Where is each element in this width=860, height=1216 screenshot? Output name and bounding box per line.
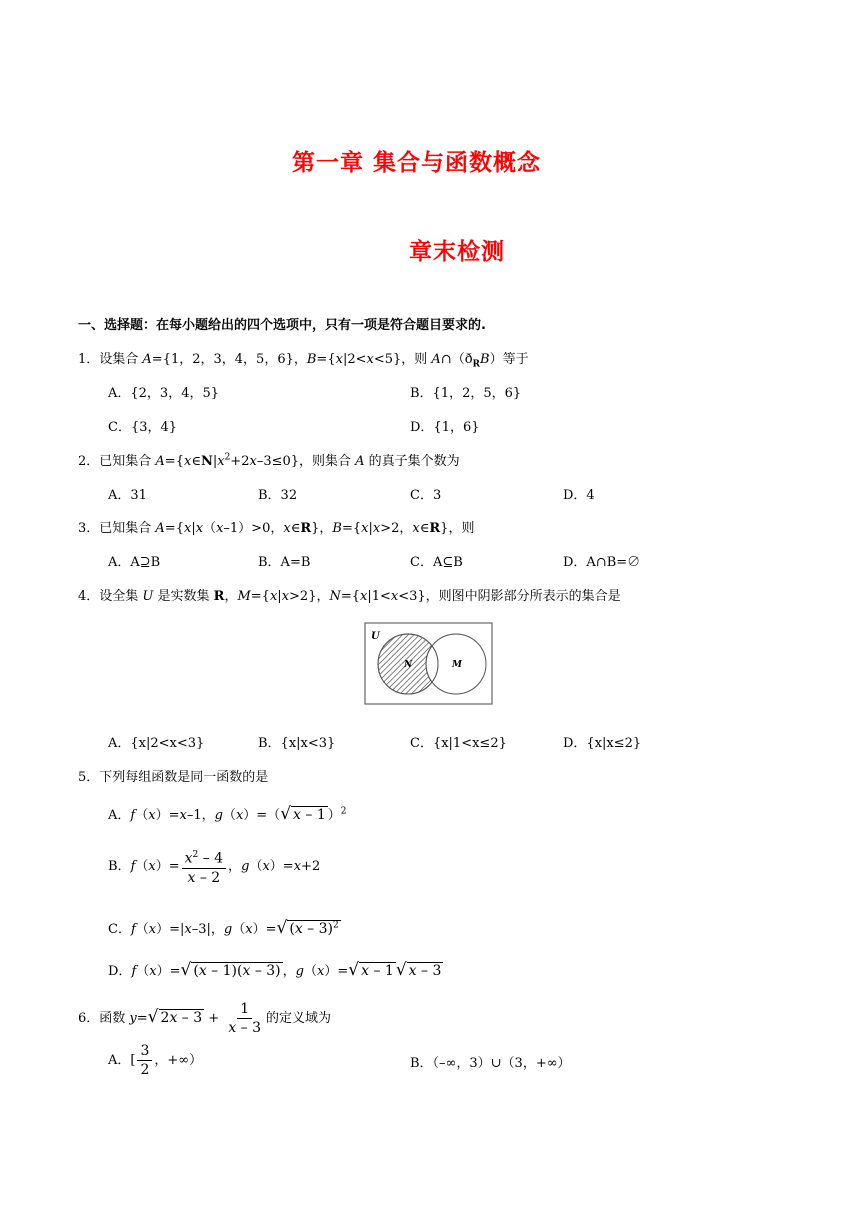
q5-option-b[interactable]: B．f（x）= $\frac{x^2 - 4}{x - 2}$ ，g（x）=x+2	[108, 846, 320, 887]
question-5-stem: 5．下列每组函数是同一函数的是	[78, 770, 269, 785]
q5-option-d[interactable]: D．f（x）=√ (x – 1)(x – 3) ，g（x）=√ x – 1 √ x – 3	[108, 960, 442, 980]
q2-option-c[interactable]: C．3	[410, 488, 442, 503]
q1-option-c[interactable]: C．{3，4}	[108, 420, 178, 435]
question-1-stem: 1．设集合 A={1，2，3，4，5，6}，B={x|2<x<5}，则 $A\cap(ð_RB)$等于	[78, 352, 529, 370]
question-2-stem: 2．已知集合 $A=\{x\in N|x^2+2x-3\le 0\}$，则集合 A 的真子集个数为	[78, 452, 460, 469]
q1-option-d[interactable]: D．{1，6}	[410, 420, 480, 435]
q3-option-b[interactable]: B．A=B	[258, 555, 311, 570]
q1-option-a[interactable]: A．{2，3，4，5}	[108, 386, 220, 401]
venn-label-u: U	[371, 631, 380, 642]
q4-option-b[interactable]: B．{x|x<3}	[258, 736, 336, 751]
question-6-stem: 6．函数 y=√ 2x – 3 + $\frac{1}{x - 3}$ 的定义域为	[78, 1001, 332, 1036]
chapter-title: 第一章 集合与函数概念	[292, 150, 542, 176]
q4-option-d[interactable]: D．{x|x≤2}	[563, 736, 642, 751]
q2-option-a[interactable]: A．31	[108, 488, 147, 503]
question-3-stem: 3．已知集合 A={x|x（x–1）>0，x∈R}，B={x|x>2，x∈R}，则	[78, 521, 475, 536]
venn-label-n: N	[404, 660, 413, 670]
q4-option-c[interactable]: C．{x|1<x≤2}	[410, 736, 507, 751]
question-4-stem: 4．设全集 U 是实数集 R，M={x|x>2}，N={x|1<x<3}，则图中阴影部分所表示的集合是	[78, 589, 621, 604]
venn-diagram	[364, 622, 494, 706]
q6-option-a[interactable]: A．[ $\frac{3}{2}$ ，+∞）	[108, 1043, 203, 1078]
q2-option-d[interactable]: D．4	[563, 488, 595, 503]
subtitle: 章末检测	[409, 239, 505, 265]
q1-option-b[interactable]: B．{1，2，5，6}	[410, 386, 522, 401]
venn-label-m: M	[452, 660, 462, 670]
q5-option-c[interactable]: C．f（x）=|x–3|，g（x）=√ (x – 3)$^2$	[108, 918, 339, 938]
q2-option-b[interactable]: B．32	[258, 488, 298, 503]
q3-option-c[interactable]: C．A⊆B	[410, 555, 463, 570]
section-heading: 一、选择题：在每小题给出的四个选项中，只有一项是符合题目要求的.	[78, 318, 486, 333]
q5-option-a[interactable]: A．f（x）=x–1，g（x）=（√ x – 1 ）$^2$	[108, 804, 347, 824]
q3-option-d[interactable]: D．A∩B=∅	[563, 555, 641, 570]
q6-option-b[interactable]: B．（–∞，3）∪（3，+∞）	[410, 1056, 571, 1071]
q3-option-a[interactable]: A．A⊇B	[108, 555, 161, 570]
q4-option-a[interactable]: A．{x|2<x<3}	[108, 736, 205, 751]
